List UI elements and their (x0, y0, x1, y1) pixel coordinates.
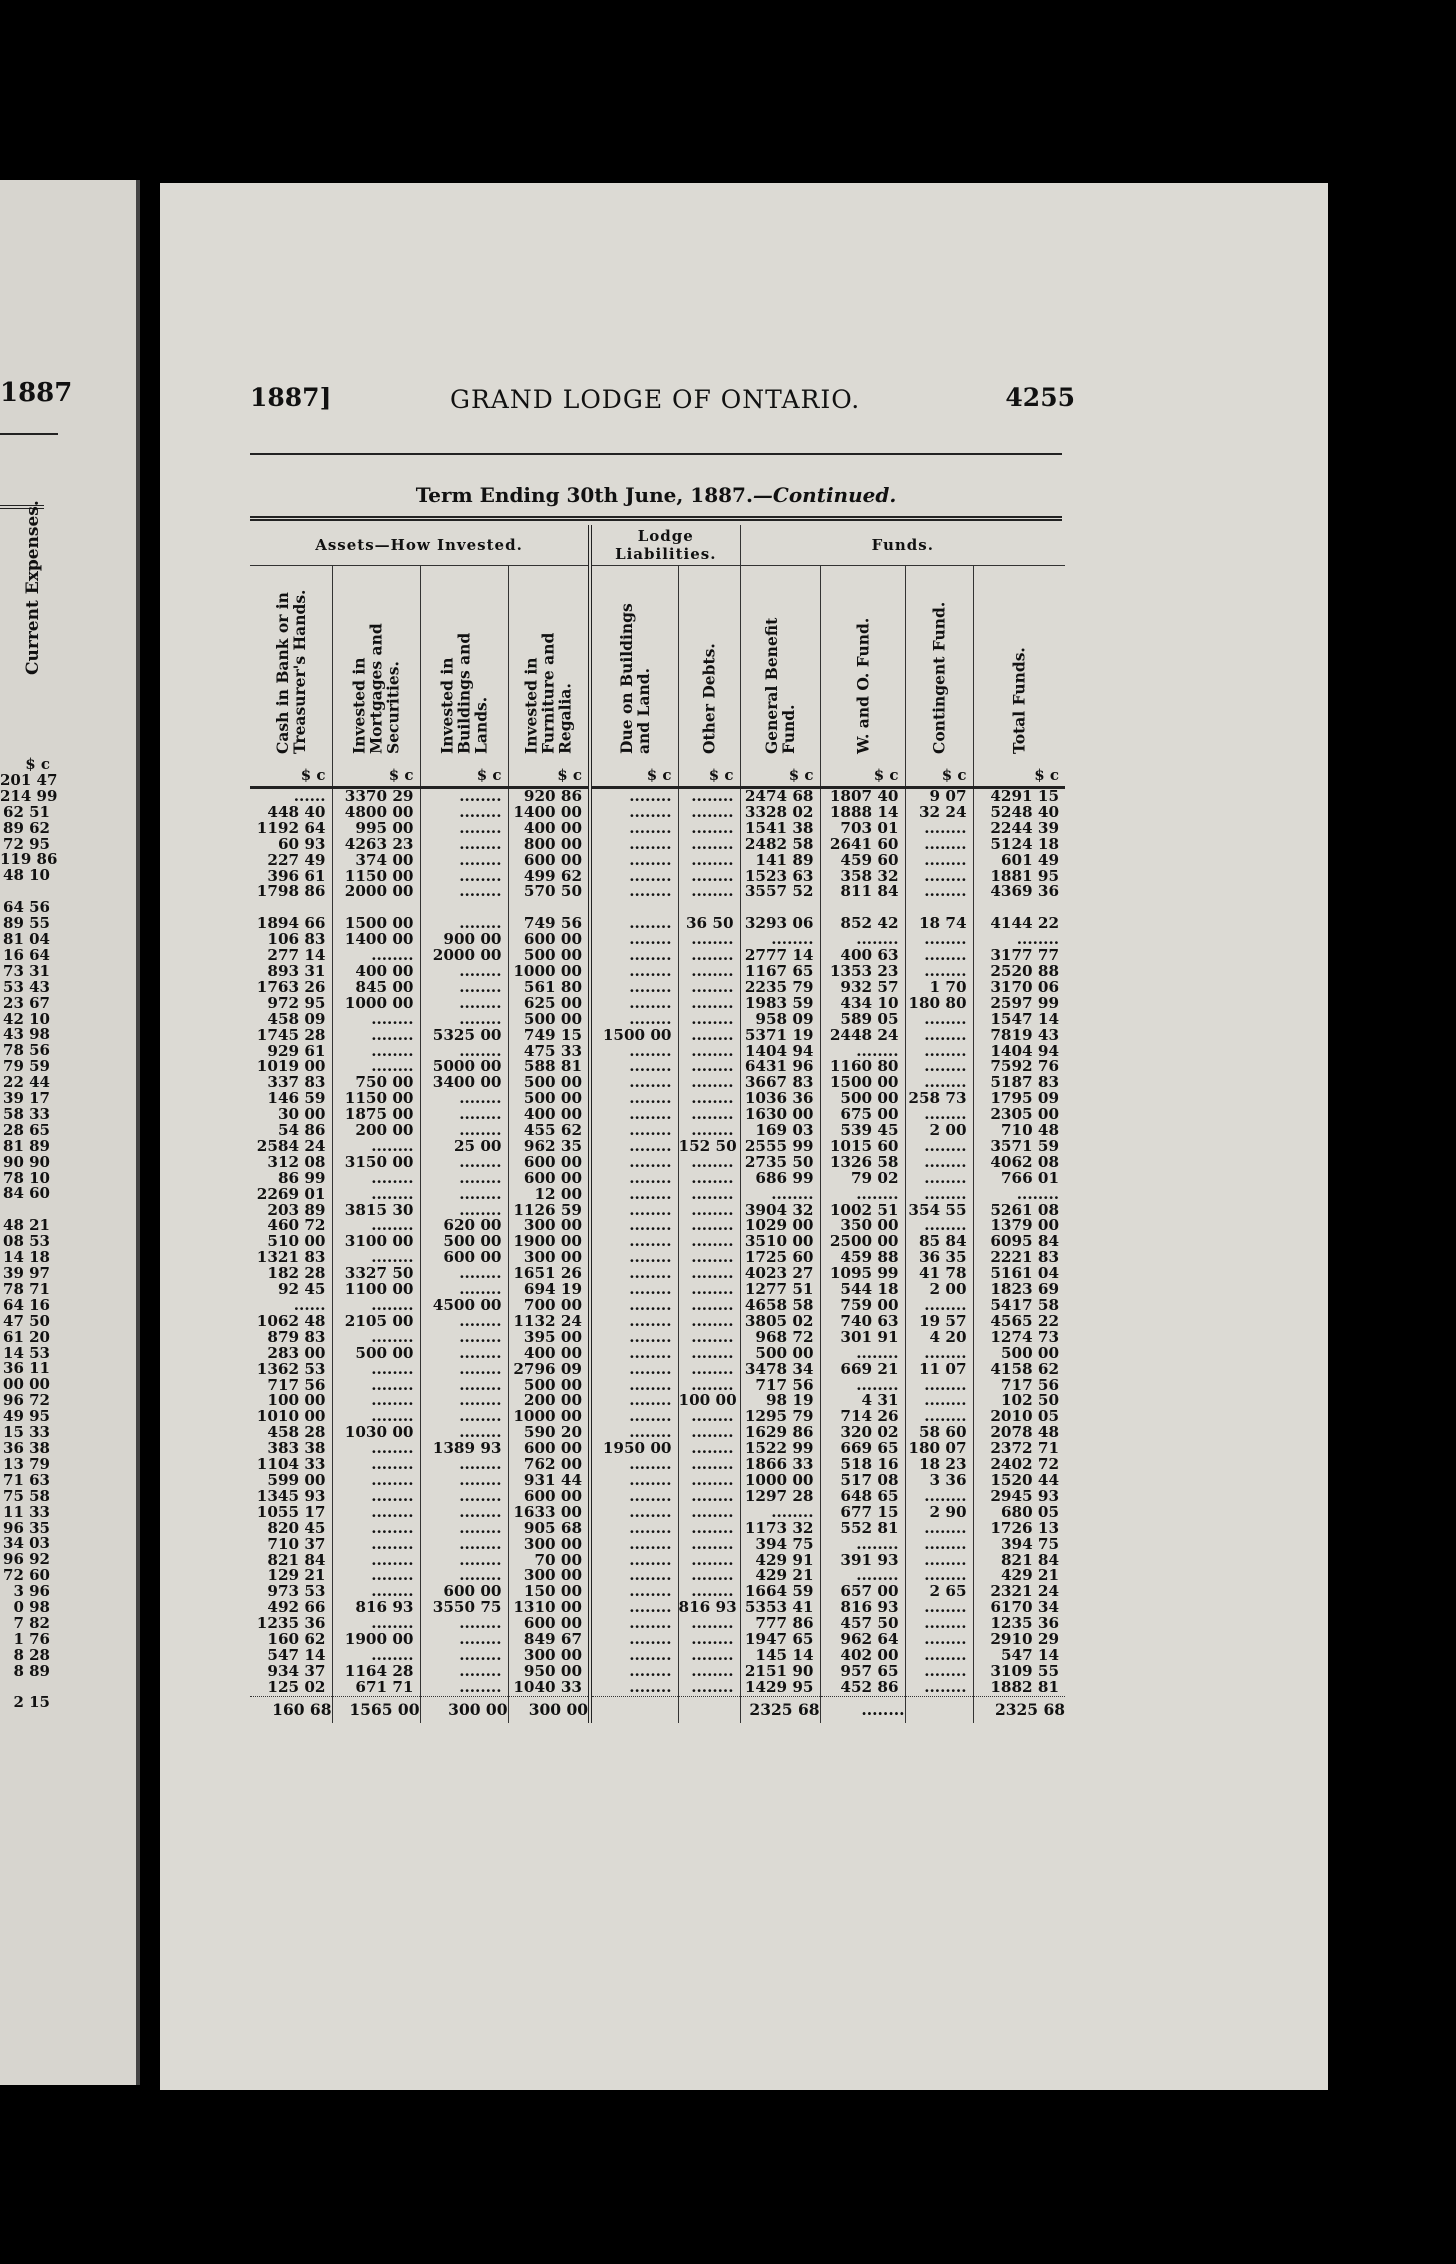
total-buildings: 300 00 (420, 1696, 508, 1723)
dc-label: $ c (332, 764, 420, 788)
column-wo: 1807 40 1888 14 703 01 2641 60 459 60 358 32 811 84 852 42 ........ 400 63 1353 23 932 57 434 10 589 05 2448 24 ........ 1160 80 1500 00 500 00 675 00 539 45 1015 60 1326 58 79 02 ........ 1002 51 350 00 2500 00 459 88 1095 99 544 18 759 00 740 63 301 91 ........ 669 21 ........ 4 31 714 26 320 02 669 65 518 16 517 08 648 65 677 15 552 81 ........ 391 93 ........ 657 00 816 93 457 50 962 64 402 00 957 65 452 86 (820, 788, 905, 1697)
col-head-due: Due on Buildings and Land. (590, 566, 678, 765)
dc-label: $ c (905, 764, 973, 788)
total-cash: 160 68 (250, 1696, 332, 1723)
col-head-contingent: Contingent Fund. (905, 566, 973, 765)
left-page-value: 47 50 (3, 1311, 50, 1330)
group-assets: Assets—How Invested. (250, 525, 590, 566)
col-head-total: Total Funds. (973, 566, 1065, 765)
left-page-value: 36 38 (3, 1438, 50, 1457)
left-page-value: 48 10 (3, 866, 50, 885)
dc-label: $ c (678, 764, 740, 788)
column-total: 4291 15 5248 40 2244 39 5124 18 601 49 1881 95 4369 36 4144 22 ........ 3177 77 2520 88 3170 06 2597 99 1547 14 7819 43 1404 94 7592 76 5187 83 1795 09 2305 00 710 48 3571 59 4062 08 766 01 ........ 5261 08 1379 00 6095 84 2221 83 5161 04 1823 69 5417 58 4565 22 1274 73 500 00 4158 62 717 56 102 50 2010 05 2078 48 2372 71 2402 72 1520 44 2945 93 680 05 1726 13 394 75 821 84 429 21 2321 24 6170 34 1235 36 2910 29 547 14 3109 55 1882 81 (973, 788, 1065, 1697)
left-page-value: 96 35 (3, 1518, 50, 1537)
left-page-value: 72 95 (3, 834, 50, 853)
total-mortgages: 1565 00 (332, 1696, 420, 1723)
col-head-furniture: Invested in Furniture and Regalia. (508, 566, 590, 765)
left-page-value: 72 60 (3, 1566, 50, 1585)
left-page-value: 64 16 (3, 1295, 50, 1314)
left-page-value: 11 33 (3, 1502, 50, 1521)
left-page-value: 90 90 (3, 1152, 50, 1171)
column-due: ........ ........ ........ ........ ........ ........ ........ ........ ........ ........ ........ ........ ........ ........ 1500 00 ........ ........ ........ ........ ........ ........ ........ ........ ........ ........ ........ ........ ........ ........ ........ ........ ........ ........ ........ ........ ........ ........ ........ ........ ........ 1950 00 ........ ........ ........ ........ ........ ........ ........ ........ ........ ........ ........ ........ ........ ........ ........ (590, 788, 678, 1697)
total-other (678, 1696, 740, 1723)
term-line: Term Ending 30th June, 1887. (415, 483, 753, 507)
left-page-value: 00 00 (3, 1375, 50, 1394)
left-page-value: 13 79 (3, 1454, 50, 1473)
left-page-dc-label: $ c (25, 755, 50, 773)
col-head-other: Other Debts. (678, 566, 740, 765)
total-general: 2325 68 (740, 1696, 820, 1723)
header-title: GRAND LODGE OF ONTARIO. (450, 385, 861, 414)
left-page-year: 1887 (0, 378, 73, 408)
left-page-value: 64 56 (3, 898, 50, 917)
total-due (590, 1696, 678, 1723)
col-head-general: General Benefit Fund. (740, 566, 820, 765)
term-heading (250, 483, 1062, 507)
left-page-value: 39 97 (3, 1264, 50, 1282)
left-page-value: 81 04 (3, 929, 50, 948)
left-page-value: 49 95 (3, 1407, 50, 1426)
left-page-value: 14 18 (3, 1248, 50, 1267)
left-page-value: 62 51 (3, 802, 50, 821)
total-contingent (905, 1696, 973, 1723)
left-page-value: 7 82 (13, 1613, 50, 1632)
dc-label: $ c (420, 764, 508, 788)
left-page-value: 39 17 (3, 1089, 50, 1108)
column-buildings: ........ ........ ........ ........ ........ ........ ........ ........ 900 00 2000 00 ........ ........ ........ ........ 5325 00 ........ 5000 00 3400 00 ........ ........ ........ 25 00 ........ ........ ........ ........ 620 00 500 00 600 00 ........ ........ 4500 00 ........ ........ ........ ........ ........ ........ ........ ........ 1389 93 ........ ........ ........ ........ ........ ........ ........ ........ 600 00 3550 75 ........ ........ ........ ........ ........ (420, 788, 508, 1697)
left-facing-page (0, 180, 140, 2085)
left-page-value: 43 98 (3, 1025, 50, 1044)
left-page-value: 23 67 (3, 993, 50, 1012)
col-head-wo: W. and O. Fund. (820, 566, 905, 765)
left-page-value: 3 96 (13, 1582, 50, 1601)
ledger-page (160, 183, 1328, 2090)
header-year: 1887] (250, 383, 332, 412)
left-page-value: 84 60 (3, 1184, 50, 1203)
dc-label: $ c (820, 764, 905, 788)
left-page-value: 53 43 (3, 977, 50, 996)
column-contingent: 9 07 32 24 ........ ........ ........ ........ ........ 18 74 ........ ........ ........ 1 70 180 80 ........ ........ ........ ........ ........ 258 73 ........ 2 00 ........ ........ ........ ........ 354 55 ........ 85 84 36 35 41 78 2 00 ........ 19 57 4 20 ........ 11 07 ........ ........ ........ 58 60 180 07 18 23 3 36 ........ 2 90 ........ ........ ........ ........ 2 65 ........ ........ ........ ........ ........ ........ (905, 788, 973, 1697)
left-page-value: 75 58 (3, 1486, 50, 1505)
term-rule (250, 516, 1062, 521)
dc-label: $ c (508, 764, 590, 788)
total-funds: 2325 68 (973, 1696, 1065, 1723)
left-page-value: 36 11 (3, 1359, 50, 1378)
dc-label: $ c (973, 764, 1065, 788)
left-page-value: 61 20 (3, 1327, 50, 1346)
left-page-value: 96 92 (3, 1550, 50, 1569)
left-page-value: 89 62 (3, 818, 50, 837)
left-page-value: 16 64 (3, 945, 50, 964)
col-head-cash: Cash in Bank or in Treasurer's Hands. (272, 589, 309, 754)
dc-label: $ c (250, 764, 332, 788)
col-head-mortgages: Invested in Mortgages and Securities. (332, 566, 420, 765)
column-mortgages: 3370 29 4800 00 995 00 4263 23 374 00 1150 00 2000 00 1500 00 1400 00 ........ 400 00 845 00 1000 00 ........ ........ ........ ........ 750 00 1150 00 1875 00 200 00 ........ 3150 00 ........ ........ 3815 30 ........ 3100 00 ........ 3327 50 1100 00 ........ 2105 00 ........ 500 00 ........ ........ ........ ........ 1030 00 ........ ........ ........ ........ ........ ........ ........ ........ ........ ........ 816 93 ........ 1900 00 ........ 1164 28 671 71 (332, 788, 420, 1697)
left-page-value: 71 63 (3, 1470, 50, 1489)
left-page-column-values (0, 755, 58, 1712)
dc-label: $ c (740, 764, 820, 788)
left-page-value: 14 53 (3, 1343, 50, 1362)
left-page-value: 214 99 (0, 786, 58, 805)
left-page-value: 119 86 (0, 850, 58, 869)
left-page-rule (0, 433, 58, 435)
page-number: 4255 (1005, 383, 1075, 412)
left-page-value: 08 53 (3, 1232, 50, 1251)
left-page-value: 0 98 (13, 1598, 50, 1617)
running-header (250, 383, 1075, 423)
left-page-value: 201 47 (0, 770, 58, 789)
left-page-value: 22 44 (3, 1073, 50, 1092)
left-page-value: 81 89 (3, 1136, 50, 1155)
left-page-value: 8 28 (13, 1645, 50, 1664)
left-page-value: 78 56 (3, 1041, 50, 1060)
dc-label: $ c (590, 764, 678, 788)
left-page-value: 1 76 (13, 1629, 50, 1648)
left-page-value: 79 59 (3, 1057, 50, 1076)
column-other: ........ ........ ........ ........ ........ ........ ........ 36 50 ........ ........ ........ ........ ........ ........ ........ ........ ........ ........ ........ ........ ........ 152 50 ........ ........ ........ ........ ........ ........ ........ ........ ........ ........ ........ ........ ........ ........ ........ 100 00 ........ ........ ........ ........ ........ ........ ........ ........ ........ ........ ........ ........ 816 93 ........ ........ ........ ........ ........ (678, 788, 740, 1697)
left-page-value: 48 21 (3, 1216, 50, 1235)
left-page-value: 2 15 (13, 1693, 50, 1712)
left-page-value: 42 10 (3, 1009, 50, 1028)
header-rule (250, 453, 1062, 455)
total-wo: ........ (820, 1696, 905, 1723)
left-page-value: 89 55 (3, 914, 50, 933)
column-cash: ...... 448 40 1192 64 60 93 227 49 396 61 1798 86 1894 66 106 83 277 14 893 31 1763 26 972 95 458 09 1745 28 929 61 1019 00 337 83 146 59 30 00 54 86 2584 24 312 08 86 99 2269 01 203 89 460 72 510 00 1321 83 182 28 92 45 ...... 1062 48 879 83 283 00 1362 53 717 56 100 00 1010 00 458 28 383 38 1104 33 599 00 1345 93 1055 17 820 45 710 37 821 84 129 21 973 53 492 66 1235 36 160 62 547 14 934 37 125 02 (256, 787, 326, 1696)
left-page-value: 58 33 (3, 1104, 50, 1123)
ledger-table (250, 525, 1065, 1723)
left-page-value: 73 31 (3, 961, 50, 980)
col-head-buildings: Invested in Buildings and Lands. (420, 566, 508, 765)
left-page-value: 96 72 (3, 1391, 50, 1410)
group-liabilities: Lodge Liabilities. (590, 525, 740, 566)
column-furniture: 920 86 1400 00 400 00 800 00 600 00 499 62 570 50 749 56 600 00 500 00 1000 00 561 80 625 00 500 00 749 15 475 33 588 81 500 00 500 00 400 00 455 62 962 35 600 00 600 00 12 00 1126 59 300 00 1900 00 300 00 1651 26 694 19 700 00 1132 24 395 00 400 00 2796 09 500 00 200 00 1000 00 590 20 600 00 762 00 931 44 600 00 1633 00 905 68 300 00 70 00 300 00 150 00 1310 00 600 00 849 67 300 00 950 00 1040 33 (508, 788, 590, 1697)
left-page-value: 78 10 (3, 1168, 50, 1187)
left-page-value: 15 33 (3, 1423, 50, 1442)
term-continued: —Continued. (752, 483, 897, 507)
total-furniture: 300 00 (508, 1696, 590, 1723)
left-page-column-heading: Current Expenses. (23, 500, 43, 675)
left-page-value: 34 03 (3, 1534, 50, 1553)
left-page-value: 78 71 (3, 1279, 50, 1298)
column-general: 2474 68 3328 02 1541 38 2482 58 141 89 1523 63 3557 52 3293 06 ........ 2777 14 1167 65 2235 79 1983 59 958 09 5371 19 1404 94 6431 96 3667 83 1036 36 1630 00 169 03 2555 99 2735 50 686 99 ........ 3904 32 1029 00 3510 00 1725 60 4023 27 1277 51 4658 58 3805 02 968 72 500 00 3478 34 717 56 98 19 1295 79 1629 86 1522 99 1866 33 1000 00 1297 28 ........ 1173 32 394 75 429 91 429 21 1664 59 5353 41 777 86 1947 65 145 14 2151 90 1429 95 (740, 788, 820, 1697)
left-page-value: 28 65 (3, 1120, 50, 1139)
left-page-value: 8 89 (13, 1661, 50, 1680)
group-funds: Funds. (740, 525, 1065, 566)
